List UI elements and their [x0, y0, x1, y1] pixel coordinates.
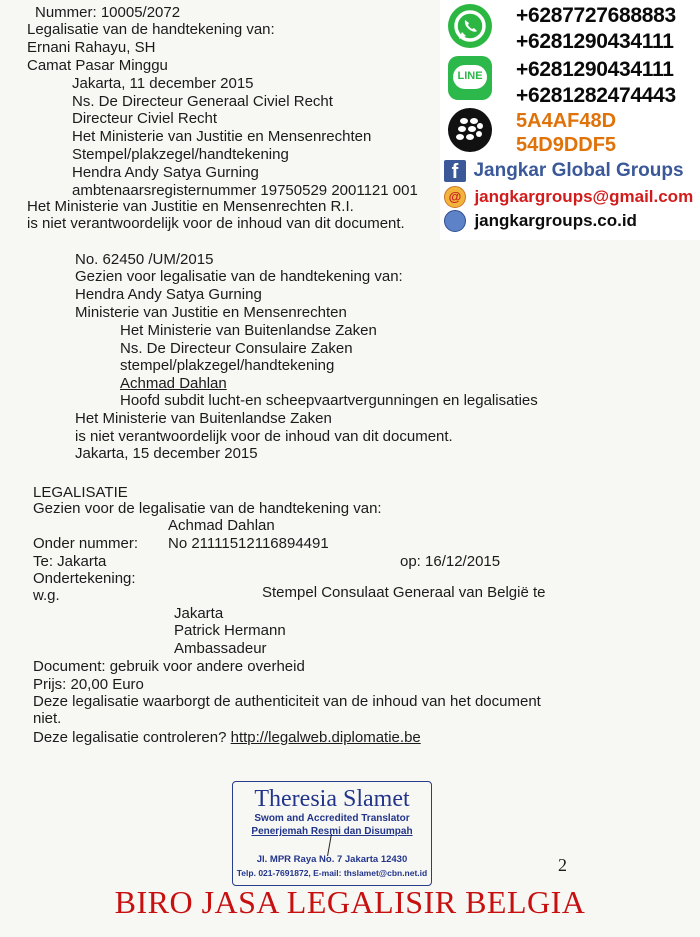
doc-line: Hoofd subdit lucht-en scheepvaartvergunningen en legalisaties	[120, 392, 538, 409]
doc-line: Ernani Rahayu, SH	[27, 39, 156, 56]
blackberry-icon	[448, 108, 492, 152]
doc-line: Ns. De Directeur Consulaire Zaken	[120, 340, 353, 357]
facebook-icon: f	[444, 160, 466, 182]
page-number: 2	[558, 855, 567, 875]
doc-label: Ondertekening:	[33, 570, 136, 587]
doc-line: is niet verantwoordelijk voor de inhoud van dit document.	[27, 215, 405, 232]
doc-line: Gezien voor de legalisatie van de handtekening van:	[33, 500, 382, 517]
stamp-address: Jl. MPR Raya No. 7 Jakarta 12430	[256, 854, 408, 865]
facebook-name: Jangkar Global Groups	[473, 160, 684, 181]
facebook-row	[444, 160, 684, 182]
doc-line: Patrick Hermann	[174, 622, 286, 639]
doc-line: w.g.	[33, 587, 60, 604]
doc-line: Jakarta	[174, 605, 224, 622]
phone-number: +6281282474443	[516, 84, 676, 107]
stamp-line: Swom and Accredited Translator	[254, 813, 410, 824]
stamp-contact: Telp. 021-7691872, E-mail: thslamet@cbn.net.id	[236, 868, 428, 878]
doc-value: No 21111512116894491	[168, 535, 329, 552]
stamp-signature	[327, 834, 346, 856]
stamp-name: Theresia Slamet	[254, 786, 410, 812]
translator-stamp	[232, 781, 432, 886]
contact-panel	[440, 0, 700, 240]
doc-line: stempel/plakzegel/handtekening	[120, 357, 335, 374]
doc-line: Gezien voor legalisatie van de handtekening van:	[75, 268, 403, 285]
bbm-pin: 5A4AF48D	[516, 110, 617, 132]
email-row	[444, 186, 693, 208]
line-icon: LINE	[448, 56, 492, 100]
doc-line: Het Ministerie van Buitenlandse Zaken	[120, 322, 377, 339]
doc-line: Deze legalisatie waarborgt de authenticiteit van de inhoud van het document	[33, 693, 541, 710]
doc-line: Stempel Consulaat Generaal van België te	[262, 584, 546, 601]
doc-line: Hendra Andy Satya Gurning	[75, 286, 262, 303]
verify-question: Deze legalisatie controleren?	[33, 729, 227, 746]
website-address: jangkargroups.co.id	[474, 211, 637, 230]
doc-line: Directeur Civiel Recht	[72, 110, 218, 127]
whatsapp-icon	[448, 4, 492, 48]
signatory-name: Achmad Dahlan	[120, 375, 227, 392]
doc-line: Achmad Dahlan	[168, 517, 275, 534]
email-address: jangkargroups@gmail.com	[474, 187, 694, 206]
doc-line: Jakarta, 15 december 2015	[75, 445, 258, 462]
globe-icon	[444, 210, 466, 232]
doc-date: op: 16/12/2015	[400, 553, 501, 570]
doc-line: No. 62450 /UM/2015	[75, 251, 214, 268]
doc-line: Het Ministerie van Justitie en Mensenrechten R.I.	[27, 198, 354, 215]
phone-number: +6287727688883	[516, 4, 676, 27]
doc-number: Nummer: 10005/2072	[35, 4, 181, 21]
doc-line: Legalisatie van de handtekening van:	[27, 21, 275, 38]
doc-line: Het Ministerie van Buitenlandse Zaken	[75, 410, 332, 427]
doc-line: niet.	[33, 710, 62, 727]
verify-link[interactable]: http://legalweb.diplomatie.be	[230, 729, 421, 746]
section-heading: LEGALISATIE	[33, 484, 128, 501]
doc-line: is niet verantwoordelijk voor de inhoud van dit document.	[75, 428, 453, 445]
stamp-line: Penerjemah Resmi dan Disumpah	[251, 826, 413, 837]
website-row	[444, 210, 637, 232]
doc-line: ambtenaarsregisternummer 19750529 2001121 001	[72, 182, 418, 199]
doc-line	[33, 729, 421, 746]
bbm-pin: 54D9DDF5	[516, 134, 617, 156]
doc-line: Het Ministerie van Justitie en Mensenrechten	[72, 128, 372, 145]
doc-line: Document: gebruik voor andere overheid	[33, 658, 305, 675]
doc-line: Ambassadeur	[174, 640, 267, 657]
doc-line: Ns. De Directeur Generaal Civiel Recht	[72, 93, 333, 110]
doc-line: Stempel/plakzegel/handtekening	[72, 146, 289, 163]
doc-line: Hendra Andy Satya Gurning	[72, 164, 259, 181]
phone-number: +6281290434111	[516, 30, 674, 53]
footer-banner: BIRO JASA LEGALISIR BELGIA	[114, 884, 586, 920]
email-icon: @	[444, 186, 466, 208]
doc-line: Prijs: 20,00 Euro	[33, 676, 144, 693]
doc-line: Ministerie van Justitie en Mensenrechten	[75, 304, 347, 321]
doc-label: Onder nummer:	[33, 535, 139, 552]
doc-line: Jakarta, 11 december 2015	[72, 75, 254, 92]
phone-number: +6281290434111	[516, 58, 674, 81]
doc-line: Camat Pasar Minggu	[27, 57, 168, 74]
doc-label: Te: Jakarta	[33, 553, 107, 570]
